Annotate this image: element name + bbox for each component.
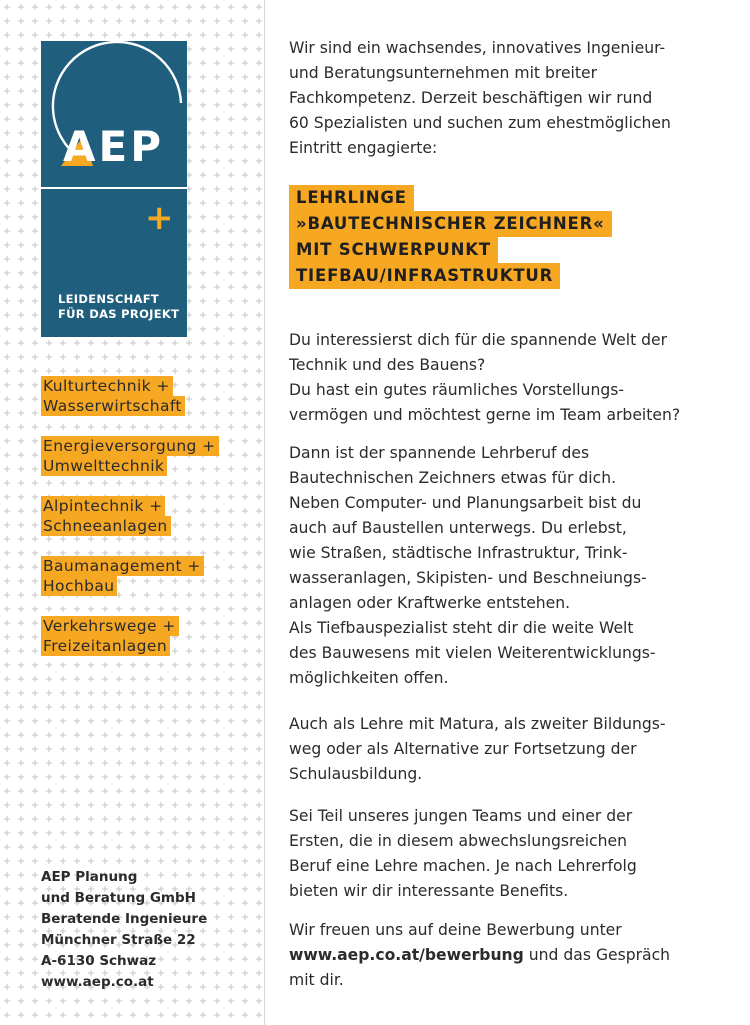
text-line: 60 Spezialisten und suchen zum ehestmöglichen <box>289 114 671 132</box>
text-line: Als Tiefbauspezialist steht dir die weite Welt <box>289 619 634 637</box>
text-fragment: und das Gespräch <box>523 946 671 964</box>
body-paragraph-4 <box>289 804 637 904</box>
text-line: wasseranlagen, Skipisten- und Beschneiungs- <box>289 569 647 587</box>
body-paragraph-1 <box>289 328 680 428</box>
business-area-line: Umwelttechnik <box>41 456 167 476</box>
text-line: und Beratungsunternehmen mit breiter <box>289 64 597 82</box>
business-area-line: Alpintechnik + <box>41 496 165 516</box>
tagline-line: FÜR DAS PROJEKT <box>58 307 180 321</box>
text-line: auch auf Baustellen unterwegs. Du erlebst, <box>289 519 627 537</box>
text-line: Bautechnischen Zeichners etwas für dich. <box>289 469 617 487</box>
aep-logo-block <box>41 41 187 337</box>
text-line: Wir freuen uns auf deine Bewerbung unter <box>289 921 622 939</box>
text-line: Dann ist der spannende Lehrberuf des <box>289 444 590 462</box>
business-area-line: Baumanagement + <box>41 556 204 576</box>
text-line: bieten wir dir interessante Benefits. <box>289 882 569 900</box>
aep-logo <box>41 41 187 187</box>
text-line <box>289 943 670 968</box>
business-area-line: Verkehrswege + <box>41 616 179 636</box>
business-areas-list <box>41 376 261 676</box>
text-line: Sei Teil unseres jungen Teams und einer der <box>289 807 633 825</box>
address-line: A-6130 Schwaz <box>41 953 157 969</box>
address-line: und Beratung GmbH <box>41 890 196 906</box>
address-line: Beratende Ingenieure <box>41 911 208 927</box>
business-area-tag <box>41 496 261 536</box>
text-line: Neben Computer- und Planungsarbeit bist du <box>289 494 642 512</box>
text-line: Ersten, die in diesem abwechslungsreichen <box>289 832 627 850</box>
body-paragraph-3 <box>289 712 666 787</box>
text-line: anlagen oder Kraftwerke entstehen. <box>289 594 571 612</box>
business-area-line: Energieversorgung + <box>41 436 219 456</box>
text-line: Auch als Lehre mit Matura, als zweiter Bildungs- <box>289 715 666 733</box>
text-line: mit dir. <box>289 971 344 989</box>
text-line: Technik und des Bauens? <box>289 356 486 374</box>
logo-plus-mark: + <box>145 198 174 238</box>
company-address <box>41 867 261 993</box>
tagline-line: LEIDENSCHAFT <box>58 292 160 306</box>
logo-tagline <box>58 292 179 322</box>
business-area-line: Kulturtechnik + <box>41 376 173 396</box>
headline-line: TIEFBAU/INFRASTRUKTUR <box>289 263 560 289</box>
text-line: Eintritt engagierte: <box>289 139 438 157</box>
text-line: vermögen und möchtest gerne im Team arbeiten? <box>289 406 681 424</box>
intro-paragraph <box>289 36 671 161</box>
headline-line: MIT SCHWERPUNKT <box>289 237 498 263</box>
closing-paragraph <box>289 918 670 993</box>
body-paragraph-2 <box>289 441 656 691</box>
address-line: Münchner Straße 22 <box>41 932 196 948</box>
logo-divider-line <box>41 187 187 189</box>
business-area-tag <box>41 376 261 416</box>
job-title-headline <box>289 185 612 289</box>
text-line: wie Straßen, städtische Infrastruktur, Trink- <box>289 544 628 562</box>
text-line: Du hast ein gutes räumliches Vorstellungs- <box>289 381 624 399</box>
company-website-link[interactable]: www.aep.co.at <box>41 974 154 990</box>
address-line: AEP Planung <box>41 869 138 885</box>
text-line: Schulausbildung. <box>289 765 423 783</box>
application-link[interactable]: www.aep.co.at/bewerbung <box>289 946 524 964</box>
business-area-tag <box>41 556 261 596</box>
text-line: möglichkeiten offen. <box>289 669 449 687</box>
headline-line: LEHRLINGE <box>289 185 414 211</box>
business-area-line: Hochbau <box>41 576 117 596</box>
headline-line: »BAUTECHNISCHER ZEICHNER« <box>289 211 612 237</box>
business-area-line: Wasserwirtschaft <box>41 396 185 416</box>
business-area-line: Freizeitanlagen <box>41 636 170 656</box>
text-line: Wir sind ein wachsendes, innovatives Ingenieur- <box>289 39 666 57</box>
text-line: des Bauwesens mit vielen Weiterentwicklungs- <box>289 644 656 662</box>
business-area-tag <box>41 616 261 656</box>
column-divider <box>264 0 265 1025</box>
business-area-line: Schneeanlagen <box>41 516 171 536</box>
text-line: Du interessierst dich für die spannende Welt der <box>289 331 668 349</box>
text-line: weg oder als Alternative zur Fortsetzung der <box>289 740 637 758</box>
text-line: Fachkompetenz. Derzeit beschäftigen wir rund <box>289 89 653 107</box>
business-area-tag <box>41 436 261 476</box>
logo-wordmark: AEP <box>63 122 164 171</box>
text-line: Beruf eine Lehre machen. Je nach Lehrerfolg <box>289 857 637 875</box>
